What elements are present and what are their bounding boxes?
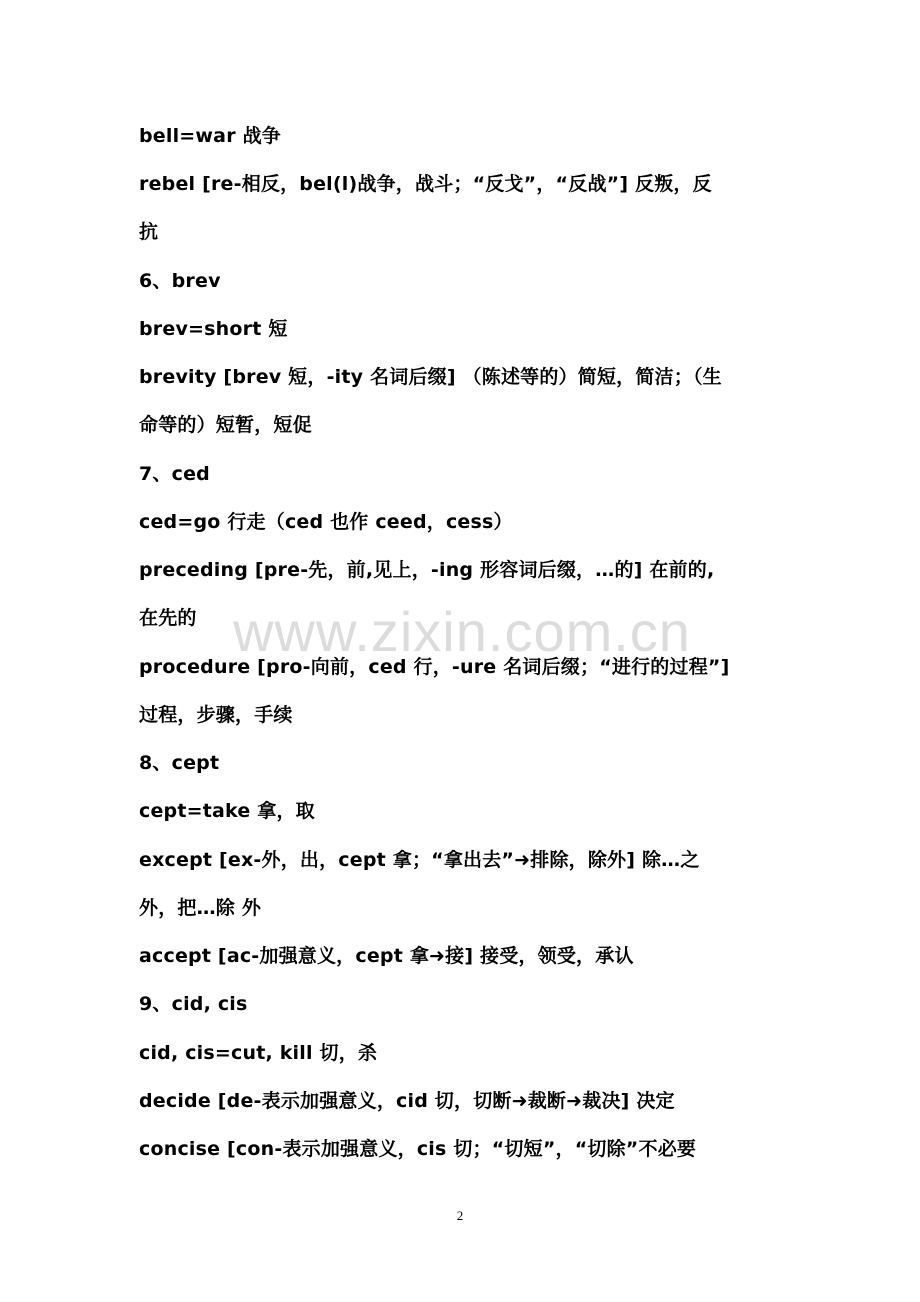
text-line: 命等的）短暂，短促: [139, 414, 312, 436]
text-line: except [ex-外，出，cept 拿；“拿出去”➜排除，除外] 除…之: [139, 849, 700, 871]
watermark: www.zixin.com.cn: [233, 600, 691, 663]
section-heading: 8、cept: [139, 752, 220, 774]
text-line: 在先的: [139, 607, 197, 629]
section-heading: 6、brev: [139, 270, 221, 292]
text-line: 外，把…除 外: [139, 897, 262, 919]
text-line: accept [ac-加强意义，cept 拿➜接] 接受，领受，承认: [139, 945, 634, 967]
text-line: concise [con-表示加强意义，cis 切；“切短”，“切除”不必要: [139, 1138, 697, 1160]
section-heading: 7、ced: [139, 463, 210, 485]
text-line: cept=take 拿，取: [139, 800, 315, 822]
text-line: preceding [pre-先，前,见上，-ing 形容词后缀，…的] 在前的,: [139, 559, 715, 581]
section-heading: 9、cid, cis: [139, 993, 248, 1015]
text-line: brev=short 短: [139, 318, 288, 340]
text-line: bell=war 战争: [139, 125, 281, 147]
page-number: 2: [456, 1208, 464, 1223]
text-line: decide [de-表示加强意义，cid 切，切断➜裁断➜裁决] 决定: [139, 1090, 675, 1112]
text-line: 抗: [139, 221, 159, 243]
text-line: cid, cis=cut, kill 切，杀: [139, 1042, 378, 1064]
text-line: procedure [pro-向前，ced 行，-ure 名词后缀；“进行的过程”]: [139, 656, 730, 678]
text-line: rebel [re-相反，bel(l)战争，战斗；“反戈”，“反战”] 反叛，反: [139, 173, 712, 195]
text-line: 过程，步骤，手续: [139, 704, 293, 726]
text-line: brevity [brev 短，-ity 名词后缀] （陈述等的）简短，简洁；（生: [139, 366, 722, 388]
text-line: ced=go 行走（ced 也作 ceed，cess）: [139, 511, 513, 533]
